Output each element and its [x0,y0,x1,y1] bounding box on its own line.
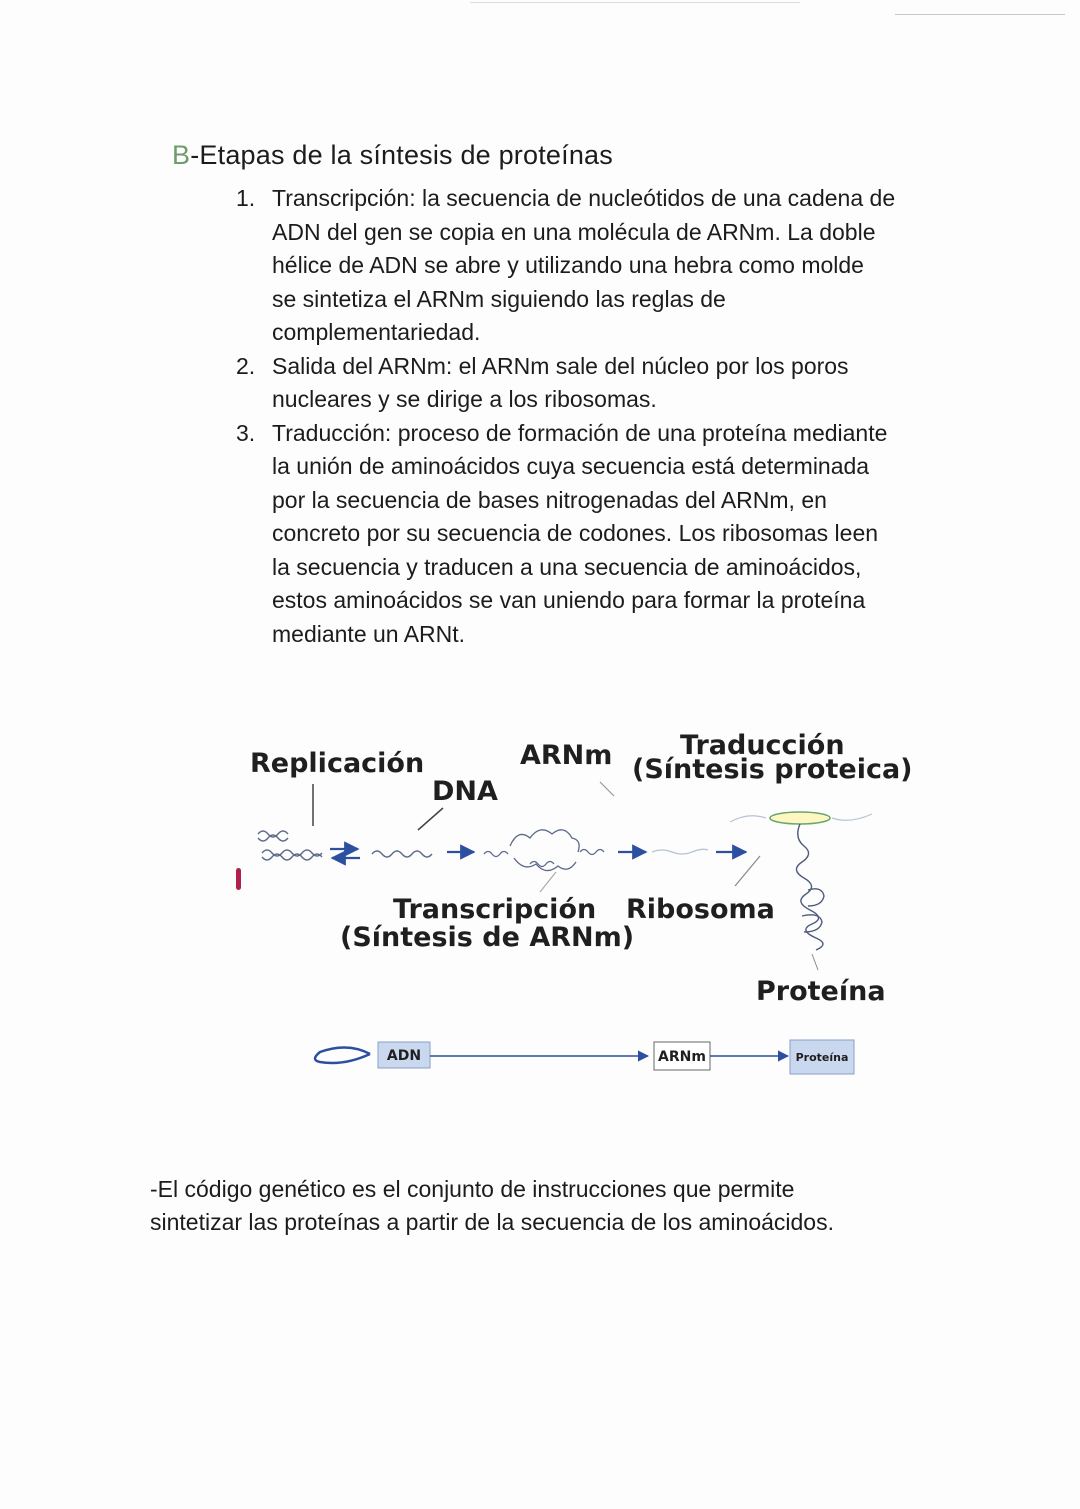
equilibrium-arrows-icon [330,849,360,858]
pointer-proteina [812,954,818,970]
closing-line: sintetizar las proteínas a partir de la secuencia de los aminoácidos. [150,1209,834,1235]
flow-diagram [315,1040,854,1074]
label-replicacion: Replicación [250,748,425,779]
label-traduccion: Traducción [680,730,845,761]
step-line: se sintetiza el ARNm siguiendo las reglas de [272,285,726,312]
label-ribosoma: Ribosoma [626,894,775,925]
pointer-dna [418,808,443,830]
section-heading [172,140,613,171]
step-line: ADN del gen se copia en una molécula de ARNm. La doble [272,218,876,245]
arnm-strand-icon [652,849,708,854]
step-line: la unión de aminoácidos cuya secuencia está determinada [272,453,870,479]
step-line: mediante un ARNt. [272,620,466,647]
pointer-transcripcion [540,872,556,892]
pointer-arnm [600,782,614,796]
flow-label-arnm: ARNm [658,1049,706,1065]
closing-paragraph [150,1173,950,1239]
label-dna: DNA [432,776,498,807]
flow-label-proteina: Proteína [795,1051,849,1064]
step-line: Salida del ARNm: el ARNm sale del núcleo por los poros [272,352,849,379]
step-number: 1. [236,185,256,211]
protein-synthesis-diagram [0,700,1080,1100]
label-arnm: ARNm [520,740,613,771]
ribosome-icon [730,812,872,824]
step-line: la secuencia y traducen a una secuencia de aminoácidos, [272,553,862,580]
step-item [236,182,966,350]
label-proteina: Proteína [756,976,886,1007]
diagram-svg [0,700,1080,1100]
step-line: Transcripción: la secuencia de nucleótidos de una cadena de [272,185,896,211]
step-line: complementariedad. [272,319,481,345]
step-line: por la secuencia de bases nitrogenadas del ARNm, en [272,486,827,513]
step-number: 2. [236,352,256,379]
loop-arrow-icon [315,1047,370,1063]
pointer-ribosoma [735,856,760,886]
dna-strand-icon [372,851,432,857]
step-item [236,350,966,417]
label-transcripcion: Transcripción [393,894,597,925]
closing-line: -El código genético es el conjunto de instrucciones que permite [150,1176,795,1202]
label-sintesis-proteica: (Síntesis proteica) [632,754,913,785]
transcription-bubble-icon [484,830,604,871]
dna-helix-icon [258,831,322,860]
scan-line-right [895,14,1065,15]
heading-letter: B [172,140,191,170]
heading-text: -Etapas de la síntesis de proteínas [190,140,613,170]
label-sintesis-arnm: (Síntesis de ARNm) [340,922,635,953]
step-item [236,417,966,652]
step-line: estos aminoácidos se van uniendo para formar la proteína [272,587,866,613]
step-line: nucleares y se dirige a los ribosomas. [272,386,657,412]
step-line: Traducción: proceso de formación de una proteína mediante [272,419,888,446]
protein-chain-icon [796,824,824,950]
step-line: concreto por su secuencia de codones. Los ribosomas leen [272,520,879,546]
scan-line-top [470,2,800,3]
step-number: 3. [236,419,256,446]
flow-label-adn: ADN [386,1048,422,1064]
step-line: hélice de ADN se abre y utilizando una hebra como molde [272,252,864,278]
steps-list [236,182,966,651]
